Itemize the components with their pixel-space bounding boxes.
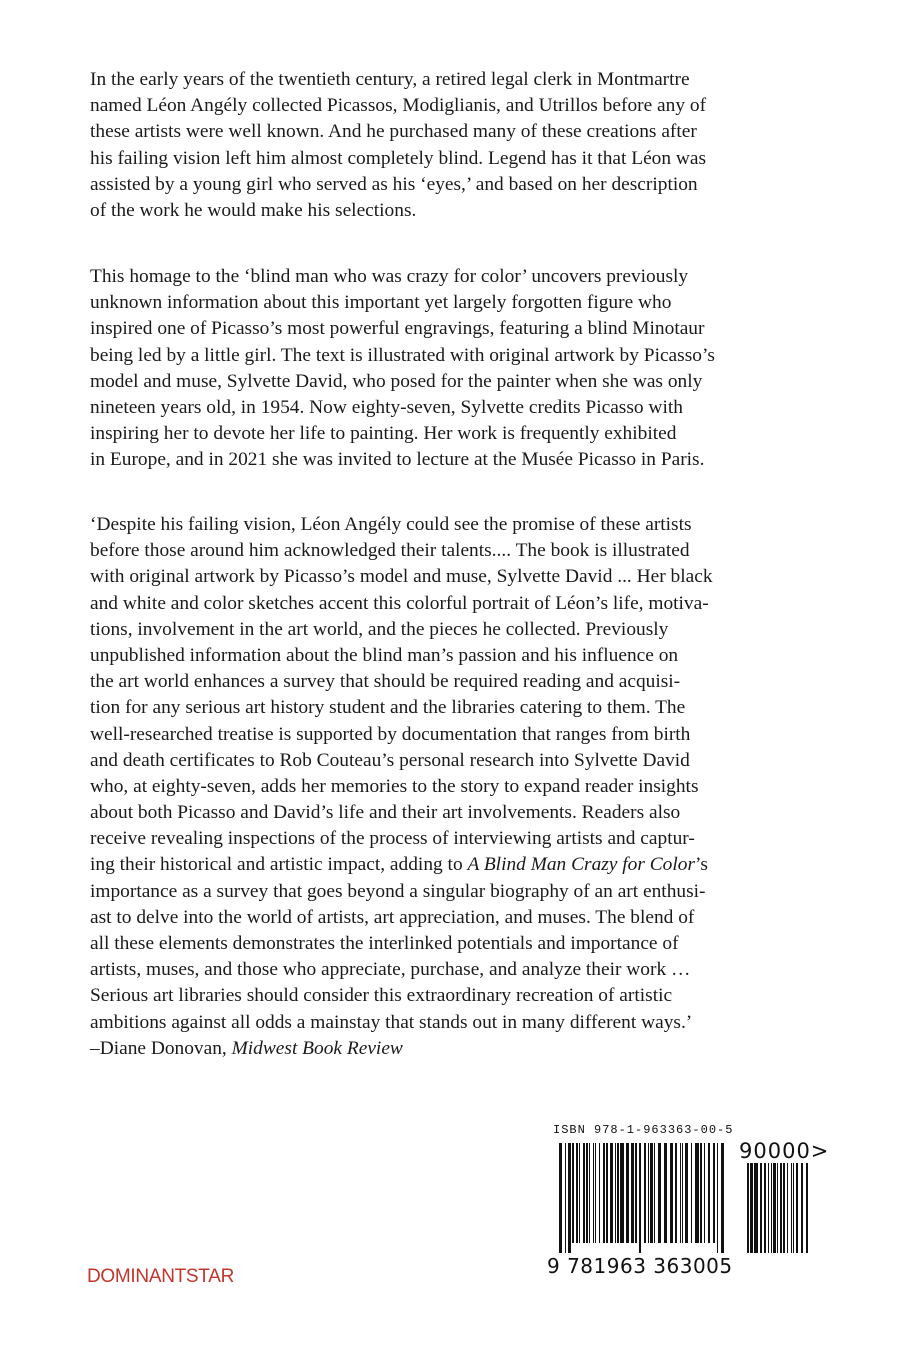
text-line: receive revealing inspections of the process of interviewing artists and captur- — [90, 828, 695, 850]
barcode-bar — [771, 1163, 772, 1253]
barcode-bar — [626, 1143, 629, 1243]
barcode-bar — [691, 1143, 692, 1243]
barcode-bar — [670, 1143, 673, 1243]
text-line: unknown information about this important yet largely forgotten figure who — [90, 292, 672, 314]
text-line: tion for any serious art history student and the libraries catering to them. The — [90, 697, 686, 719]
text-fragment: ing their historical and artistic impact, adding to — [90, 854, 463, 876]
barcode-bar — [787, 1163, 788, 1253]
isbn-barcode — [547, 1123, 839, 1283]
barcode-bar — [559, 1143, 562, 1253]
text-line: who, at eighty-seven, adds her memories to the story to expand reader insights — [90, 775, 699, 797]
text-line: ambitions against all odds a mainstay that stands out in many different ways.’ — [90, 1011, 693, 1033]
barcode-bar — [750, 1163, 753, 1253]
barcode-bar — [796, 1163, 798, 1253]
text-line: unpublished information about the blind man’s passion and his influence on — [90, 644, 679, 666]
text-line: inspiring her to devote her life to painting. Her work is frequently exhibited — [90, 423, 677, 445]
barcode-bar — [713, 1143, 715, 1243]
barcode-bar — [572, 1143, 574, 1243]
barcode-bar — [695, 1143, 699, 1243]
barcode-bar — [576, 1143, 578, 1243]
barcode-bar — [639, 1143, 641, 1253]
barcode-bar — [780, 1163, 782, 1253]
barcode-bar — [583, 1143, 585, 1243]
text-line: and white and color sketches accent this colorful portrait of Léon’s life, motiva- — [90, 592, 709, 614]
text-line: ‘Despite his failing vision, Léon Angély could see the promise of these artists — [90, 514, 692, 535]
text-line: being led by a little girl. The text is illustrated with original artwork by Picasso’s — [90, 344, 715, 366]
price-addon-bars — [735, 1163, 815, 1253]
barcode-bar — [603, 1143, 605, 1243]
barcode-bar — [791, 1163, 792, 1253]
barcode-bar — [768, 1163, 769, 1253]
text-line: before those around him acknowledged their talents.... The book is illustrated — [90, 540, 690, 562]
barcode-bar — [648, 1143, 649, 1243]
barcode-bar — [593, 1143, 594, 1243]
barcode-bar — [599, 1143, 600, 1243]
barcode-bar — [747, 1163, 749, 1253]
reviewer-name: –Diane Donovan, — [90, 1037, 232, 1059]
barcode-bar — [620, 1143, 624, 1243]
barcode-bar — [635, 1143, 637, 1243]
barcode-bar — [704, 1143, 705, 1243]
barcode-bar — [615, 1143, 616, 1243]
barcode-bar — [685, 1143, 688, 1243]
barcode-bar — [764, 1163, 766, 1253]
text-line: these artists were well known. And he purchased many of these creations after — [90, 121, 697, 143]
text-line: tions, involvement in the art world, and the pieces he collected. Previously — [90, 618, 669, 640]
synopsis-paragraph-1 — [90, 67, 706, 224]
barcode-bar — [658, 1143, 661, 1243]
barcode-bar — [773, 1163, 776, 1253]
barcode-bar — [777, 1163, 778, 1253]
barcode-bar — [708, 1143, 710, 1243]
barcode-bar — [654, 1143, 655, 1243]
text-line: artists, muses, and those who appreciate, purchase, and analyze their work … — [90, 959, 691, 981]
barcode-bar — [610, 1143, 613, 1243]
text-line: This homage to the ‘blind man who was crazy for color’ uncovers previously — [90, 266, 689, 287]
text-line: nineteen years old, in 1954. Now eighty-seven, Sylvette credits Picasso with — [90, 396, 683, 418]
barcode-bar — [721, 1143, 724, 1253]
price-code: 90000> — [739, 1139, 830, 1163]
ean13-bars — [547, 1143, 729, 1253]
barcode-bar — [754, 1163, 758, 1253]
barcode-bar — [801, 1163, 803, 1253]
book-title: A Blind Man Crazy for Color — [467, 854, 695, 876]
text-line-with-title — [90, 852, 713, 878]
barcode-bar — [664, 1143, 667, 1243]
text-line: assisted by a young girl who served as his ‘eyes,’ and based on her description — [90, 173, 698, 195]
text-line: model and muse, Sylvette David, who posed for the painter when she was only — [90, 370, 703, 392]
barcode-bar — [568, 1143, 571, 1253]
text-line: his failing vision left him almost completely blind. Legend has it that Léon was — [90, 147, 707, 169]
review-source: Midwest Book Review — [231, 1037, 403, 1059]
review-quote — [90, 512, 713, 1062]
text-line: inspired one of Picasso’s most powerful engravings, featuring a blind Minotaur — [90, 318, 705, 340]
text-line: in Europe, and in 2021 she was invited to lecture at the Musée Picasso in Paris. — [90, 449, 705, 471]
text-line: with original artwork by Picasso’s model and muse, Sylvette David ... Her black — [90, 566, 713, 588]
barcode-bar — [717, 1143, 718, 1253]
barcode-bar — [700, 1143, 702, 1243]
text-line: all these elements demonstrates the interlinked potentials and importance of — [90, 933, 679, 954]
review-attribution — [90, 1036, 713, 1062]
barcode-bar — [595, 1143, 596, 1243]
text-line: Serious art libraries should consider this extraordinary recreation of artistic — [90, 985, 673, 1007]
barcode-bar — [586, 1143, 588, 1243]
publisher-logo: DOMINANTSTAR — [87, 1266, 234, 1287]
barcode-bar — [682, 1143, 683, 1243]
barcode-bar — [644, 1143, 646, 1243]
barcode-bar — [783, 1163, 785, 1253]
barcode-digits: 9 781963 363005 — [547, 1254, 733, 1278]
isbn-label: ISBN 978-1-963363-00-5 — [553, 1123, 734, 1137]
barcode-bar — [675, 1143, 677, 1243]
text-line: named Léon Angély collected Picassos, Modiglianis, and Utrillos before any of — [90, 95, 707, 117]
barcode-bar — [793, 1163, 794, 1253]
barcode-bar — [631, 1143, 634, 1243]
text-line: and death certificates to Rob Couteau’s personal research into Sylvette David — [90, 749, 690, 771]
text-line: ast to delve into the world of artists, art appreciation, and muses. The blend of — [90, 906, 695, 928]
text-line: In the early years of the twentieth century, a retired legal clerk in Montmartre — [90, 69, 690, 90]
text-line: importance as a survey that goes beyond a singular biography of an art enthusi- — [90, 880, 706, 902]
barcode-bar — [650, 1143, 653, 1243]
barcode-bar — [565, 1143, 566, 1253]
barcode-bar — [589, 1143, 590, 1243]
barcode-bar — [680, 1143, 681, 1243]
barcode-bar — [606, 1143, 608, 1243]
text-line: of the work he would make his selections. — [90, 199, 417, 221]
barcode-bar — [760, 1163, 762, 1253]
text-line: about both Picasso and David’s life and their art involvements. Readers also — [90, 802, 681, 824]
text-fragment: ’s — [695, 854, 708, 876]
text-line: well-researched treatise is supported by documentation that ranges from birth — [90, 723, 691, 745]
barcode-bar — [617, 1143, 619, 1243]
text-line: the art world enhances a survey that should be required reading and acquisi- — [90, 671, 681, 693]
synopsis-paragraph-2 — [90, 264, 715, 474]
barcode-bar — [806, 1163, 808, 1253]
barcode-bar — [579, 1143, 580, 1243]
